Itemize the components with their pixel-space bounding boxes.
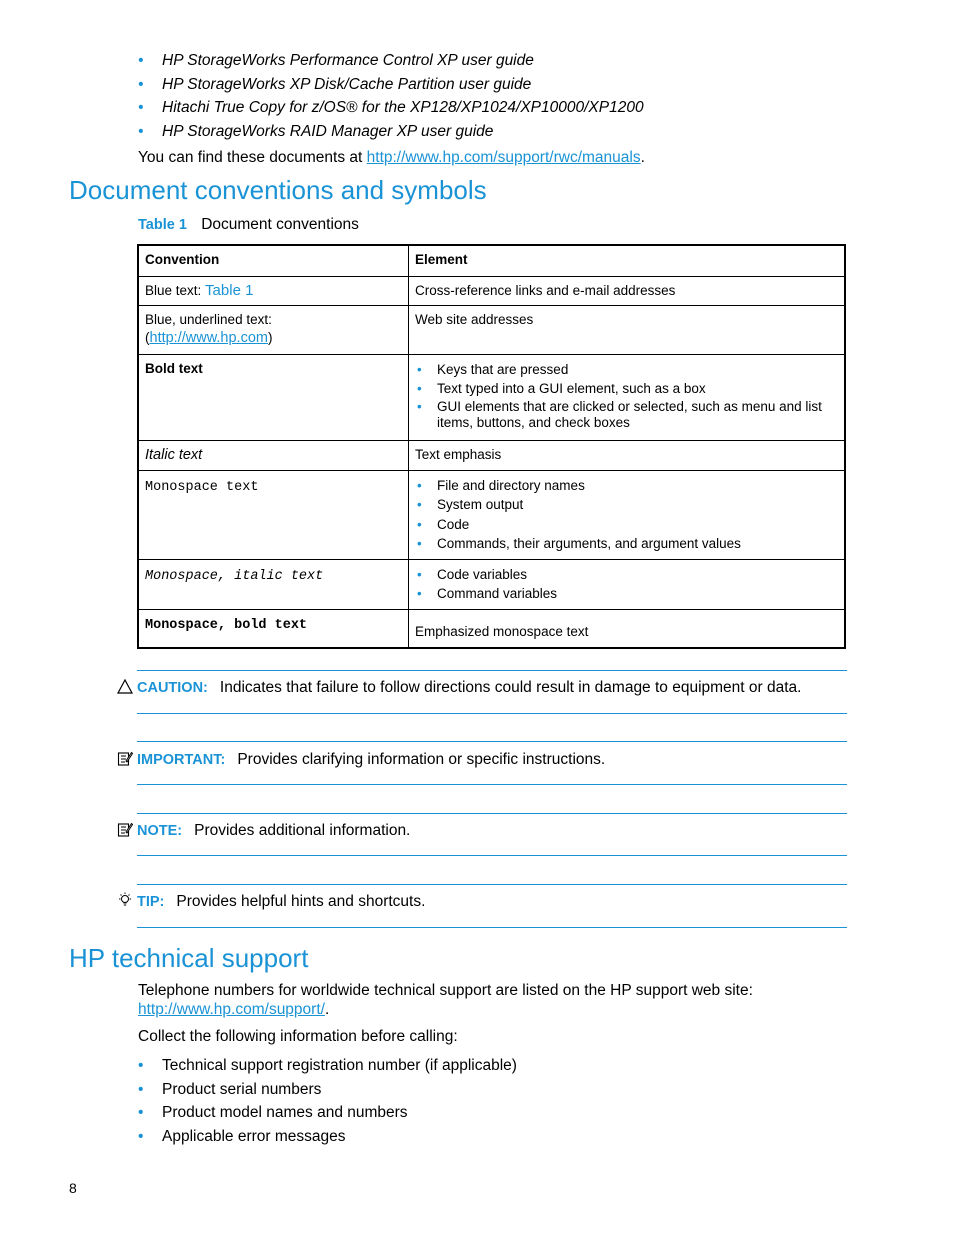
hp-support-link[interactable]: http://www.hp.com/support/ [138,1001,325,1018]
manuals-link[interactable]: http://www.hp.com/support/rwc/manuals [366,149,641,166]
table-cell: Monospace, bold text [138,609,409,648]
table-row [138,276,845,305]
note-pad-icon [117,821,134,843]
find-docs-paragraph: You can find these documents at http://www.hp.com/support/rwc/manuals. [138,149,645,166]
note-bottom-rule [137,855,847,856]
important-bottom-rule [137,784,847,785]
caution-text: Indicates that failure to follow directions could result in damage to equipment or data. [219,679,802,696]
support-info-list [138,1054,517,1148]
important-hand-icon [117,750,134,772]
list-item: • Command variables [415,584,838,604]
important-notice [117,750,605,772]
table-label: Table 1 [138,217,187,233]
table-cell: Blue, underlined text: (http://www.hp.com) [138,305,409,354]
important-label: IMPORTANT: [137,752,226,768]
list-item: • Keys that are pressed [415,360,838,380]
intro-doc-list [138,49,644,143]
list-item: • Product serial numbers [138,1078,517,1102]
list-item: • Product model names and numbers [138,1101,517,1125]
table-row [138,305,845,354]
table-cell: Emphasized monospace text [409,609,846,648]
table-cell: Bold text [138,354,409,440]
caution-top-rule [137,670,847,671]
conventions-table [137,244,846,649]
list-item: • File and directory names [415,476,838,496]
table-row [138,609,845,648]
caution-bottom-rule [137,713,847,714]
table-cell: Blue text: Table 1 [138,276,409,305]
tip-text: Provides helpful hints and shortcuts. [176,893,426,910]
table-cell: Web site addresses [409,305,846,354]
page-number: 8 [69,1180,77,1196]
table-cell [409,559,846,609]
list-item: • Code variables [415,565,838,585]
list-item: • System output [415,495,838,515]
list-item: • Technical support registration number (if applicable) [138,1054,517,1078]
table-cell [409,470,846,559]
list-item: • Hitachi True Copy for z/OS® for the XP128/XP1024/XP10000/XP1200 [138,96,644,120]
list-item: • Text typed into a GUI element, such as a box [415,379,838,399]
list-item: • HP StorageWorks Performance Control XP user guide [138,49,644,73]
table-cell: Monospace text [138,470,409,559]
table-1-crossref-link[interactable]: Table 1 [205,281,254,299]
caution-label: CAUTION: [137,680,208,696]
collect-info-paragraph: Collect the following information before calling: [138,1028,458,1045]
tip-label: TIP: [137,894,165,910]
table-header-row [138,245,845,276]
caution-notice [117,678,801,700]
tip-notice [117,892,425,914]
support-paragraph: Telephone numbers for worldwide technical support are listed on the HP support web site: http://www.hp.com/support/. [138,982,753,1018]
list-item: • HP StorageWorks XP Disk/Cache Partition user guide [138,73,644,97]
note-top-rule [137,813,847,814]
tip-bottom-rule [137,927,847,928]
tip-top-rule [137,884,847,885]
table-caption-text: Document conventions [201,216,359,233]
section-heading-support: HP technical support [69,943,309,973]
note-notice [117,821,410,843]
section-heading-conventions: Document conventions and symbols [69,175,487,205]
table-cell: Italic text [138,440,409,470]
header-convention: Convention [138,245,409,276]
list-item: • HP StorageWorks RAID Manager XP user guide [138,120,644,144]
list-item: • Applicable error messages [138,1125,517,1149]
table-cell [409,354,846,440]
list-item: • GUI elements that are clicked or selected, such as menu and list items, buttons, and check boxes [415,399,838,432]
table-cell: Monospace, italic text [138,559,409,609]
note-label: NOTE: [137,823,183,839]
list-item: • Commands, their arguments, and argument values [415,534,838,554]
important-top-rule [137,741,847,742]
caution-triangle-icon [117,679,134,700]
table-row [138,440,845,470]
list-item: • Code [415,515,838,535]
tip-lightbulb-icon [117,892,134,914]
table-row [138,559,845,609]
table-caption [138,216,359,234]
table-row [138,470,845,559]
table-cell: Text emphasis [409,440,846,470]
table-cell: Cross-reference links and e-mail addresses [409,276,846,305]
hp-com-link[interactable]: http://www.hp.com [149,329,268,346]
important-text: Provides clarifying information or specific instructions. [237,751,606,768]
header-element: Element [409,245,846,276]
table-row [138,354,845,440]
note-text: Provides additional information. [194,822,411,839]
